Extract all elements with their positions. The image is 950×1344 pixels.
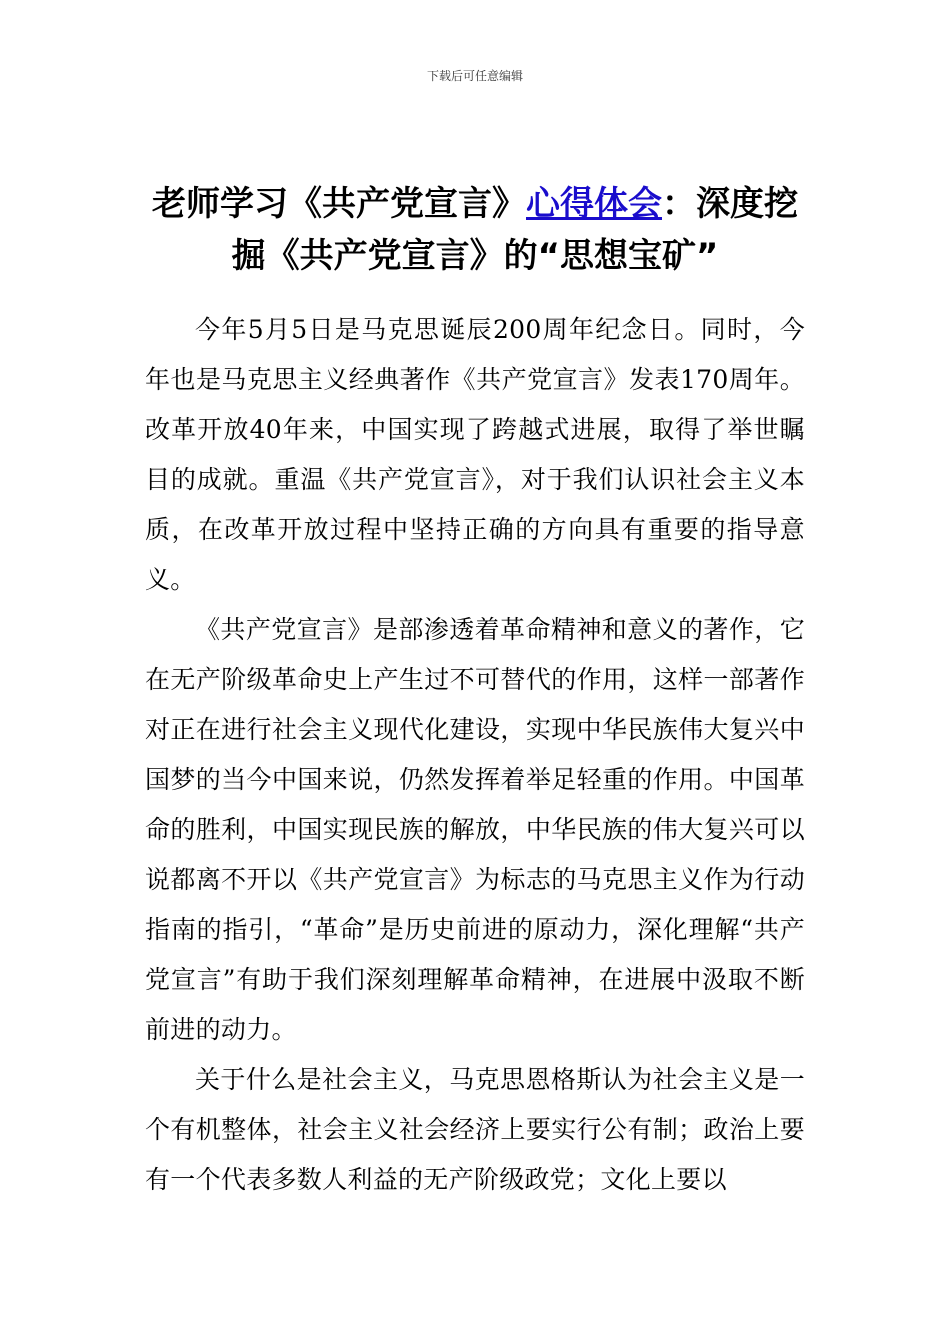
paragraph-1: 今年5月5日是马克思诞辰200周年纪念日。同时，今年也是马克思主义经典著作《共产党宣言》发表170周年。改革开放40年来，中国实现了跨越式进展，取得了举世瞩目的成就。重温《共产党宣言》，对于我们认识社会主义本质，在改革开放过程中坚持正确的方向具有重要的指导意义。 <box>145 315 805 594</box>
header-note: 下载后可任意编辑 <box>426 69 523 83</box>
title-part-2: ：深度挖掘《共产党宣言》的“思想宝矿” <box>231 184 798 276</box>
document-body <box>145 305 805 1205</box>
document-title <box>145 178 805 282</box>
title-link-xinde-tihui[interactable]: 心得体会 <box>526 184 662 224</box>
title-part-1: 老师学习《共产党宣言》 <box>152 184 526 224</box>
paragraph-2: 《共产党宣言》是部渗透着革命精神和意义的著作，它在无产阶级革命史上产生过不可替代的作用，这样一部著作对正在进行社会主义现代化建设，实现中华民族伟大复兴中国梦的当今中国来说，仍然发挥着举足轻重的作用。中国革命的胜利，中国实现民族的解放，中华民族的伟大复兴可以说都离不开以《共产党宣言》为标志的马克思主义作为行动指南的指引，“革命”是历史前进的原动力，深化理解“共产党宣言”有助于我们深刻理解革命精神，在进展中汲取不断前进的动力。 <box>145 615 805 1044</box>
paragraph-3: 关于什么是社会主义，马克思恩格斯认为社会主义是一个有机整体，社会主义社会经济上要实行公有制；政治上要有一个代表多数人利益的无产阶级政党；文化上要以 <box>145 1065 805 1194</box>
